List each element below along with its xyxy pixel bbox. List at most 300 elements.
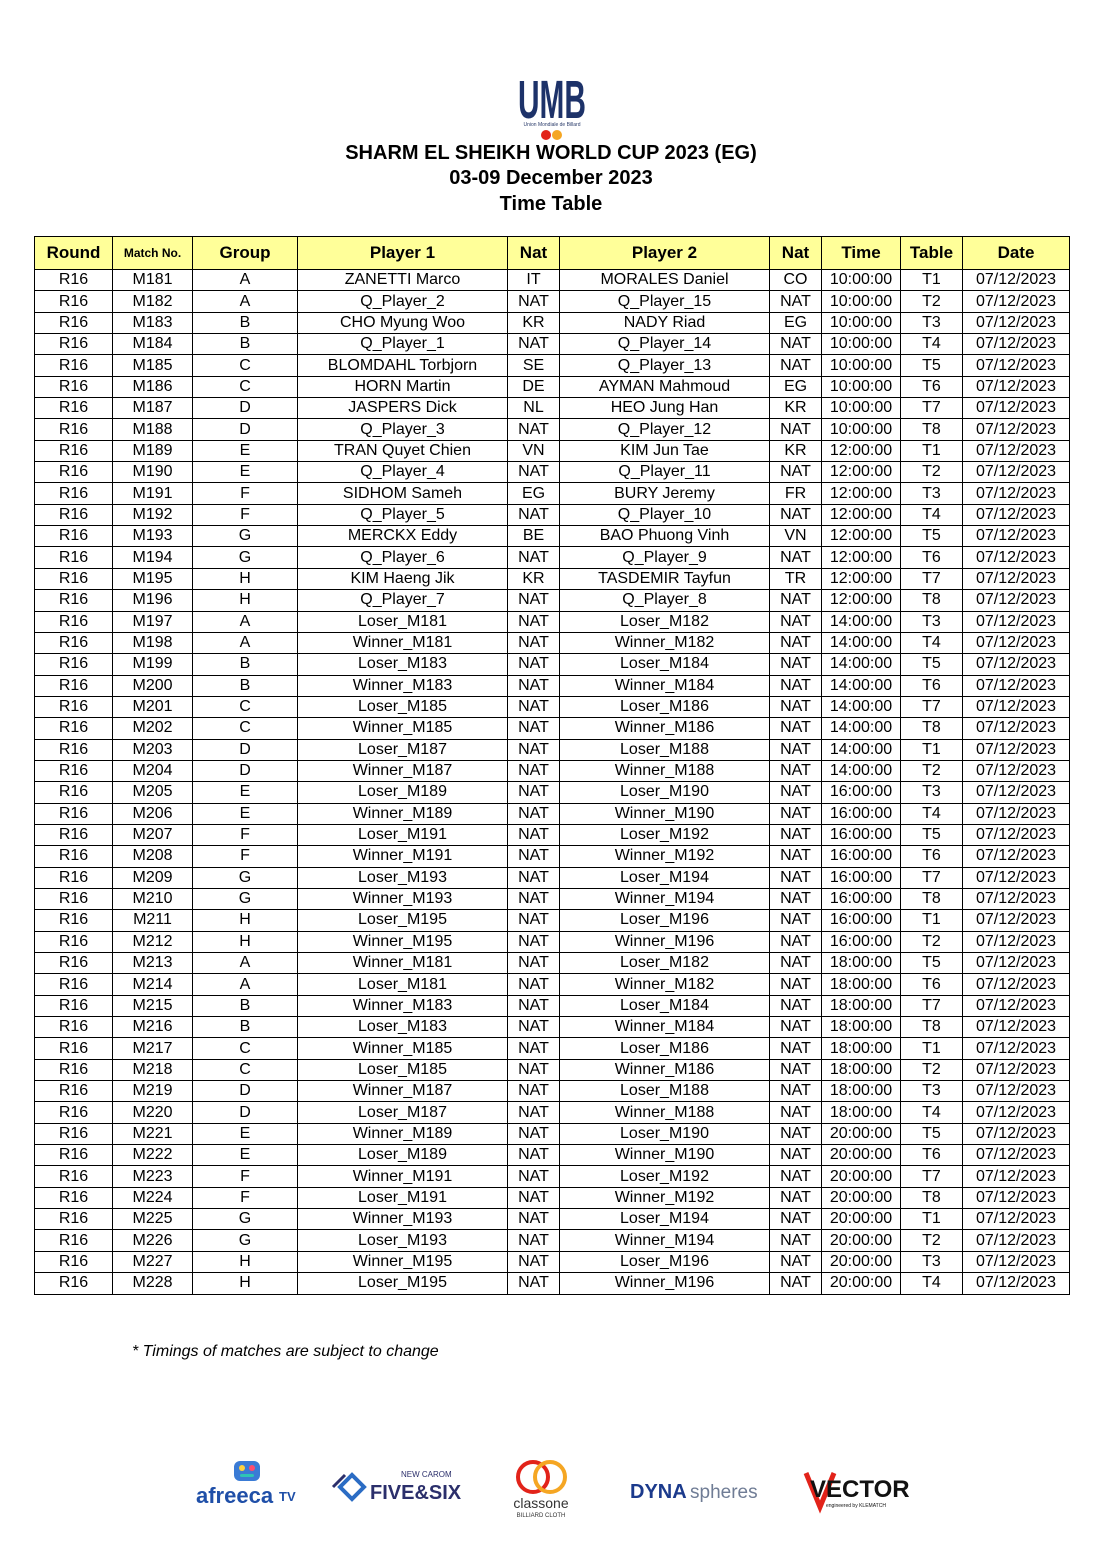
cell-player-2: Q_Player_15 xyxy=(560,291,770,312)
afreecatv-logo xyxy=(196,1461,296,1508)
cell-nat-1: NAT xyxy=(508,1166,560,1187)
cell-nat-1: NAT xyxy=(508,910,560,931)
cell-match-no: M208 xyxy=(113,846,193,867)
timetable xyxy=(34,236,1070,1295)
cell-date: 07/12/2023 xyxy=(963,291,1070,312)
header-time: Time xyxy=(822,237,901,270)
cell-player-2: Loser_M182 xyxy=(560,953,770,974)
cell-match-no: M216 xyxy=(113,1017,193,1038)
cell-time: 10:00:00 xyxy=(822,334,901,355)
cell-nat-2: NAT xyxy=(770,910,822,931)
cell-table: T3 xyxy=(901,611,963,632)
cell-time: 18:00:00 xyxy=(822,995,901,1016)
cell-group: F xyxy=(193,504,298,525)
table-row xyxy=(35,760,1070,781)
cell-round: R16 xyxy=(35,1273,113,1294)
cell-group: C xyxy=(193,1059,298,1080)
cell-date: 07/12/2023 xyxy=(963,1187,1070,1208)
cell-player-2: Winner_M194 xyxy=(560,1230,770,1251)
cell-player-2: MORALES Daniel xyxy=(560,270,770,291)
cell-group: E xyxy=(193,782,298,803)
cell-table: T7 xyxy=(901,995,963,1016)
cell-player-1: Loser_M193 xyxy=(298,1230,508,1251)
cell-nat-2: NAT xyxy=(770,718,822,739)
cell-match-no: M205 xyxy=(113,782,193,803)
umb-logo-icon xyxy=(517,68,587,122)
cell-group: H xyxy=(193,1273,298,1294)
cell-time: 20:00:00 xyxy=(822,1166,901,1187)
cell-group: C xyxy=(193,376,298,397)
cell-player-1: Loser_M191 xyxy=(298,1187,508,1208)
cell-nat-1: NAT xyxy=(508,1059,560,1080)
table-row xyxy=(35,632,1070,653)
cell-match-no: M198 xyxy=(113,632,193,653)
cell-nat-1: NAT xyxy=(508,504,560,525)
cell-nat-2: NAT xyxy=(770,1081,822,1102)
table-row xyxy=(35,739,1070,760)
table-row xyxy=(35,270,1070,291)
cell-match-no: M199 xyxy=(113,654,193,675)
timing-note: * Timings of matches are subject to change xyxy=(132,1343,439,1360)
cell-date: 07/12/2023 xyxy=(963,696,1070,717)
cell-group: A xyxy=(193,632,298,653)
cell-round: R16 xyxy=(35,270,113,291)
cell-time: 10:00:00 xyxy=(822,291,901,312)
table-row xyxy=(35,1059,1070,1080)
cell-player-1: Winner_M181 xyxy=(298,632,508,653)
cell-time: 20:00:00 xyxy=(822,1145,901,1166)
cell-match-no: M210 xyxy=(113,888,193,909)
cell-round: R16 xyxy=(35,1145,113,1166)
cell-time: 18:00:00 xyxy=(822,1038,901,1059)
cell-time: 12:00:00 xyxy=(822,547,901,568)
table-row xyxy=(35,526,1070,547)
cell-nat-1: KR xyxy=(508,568,560,589)
table-row xyxy=(35,654,1070,675)
cell-time: 14:00:00 xyxy=(822,654,901,675)
cell-nat-1: NAT xyxy=(508,846,560,867)
cell-date: 07/12/2023 xyxy=(963,270,1070,291)
cell-nat-1: BE xyxy=(508,526,560,547)
cell-nat-1: NAT xyxy=(508,291,560,312)
table-row xyxy=(35,846,1070,867)
cell-table: T4 xyxy=(901,803,963,824)
cell-player-2: Loser_M194 xyxy=(560,1209,770,1230)
cell-time: 14:00:00 xyxy=(822,739,901,760)
cell-nat-2: NAT xyxy=(770,888,822,909)
table-row xyxy=(35,398,1070,419)
cell-table: T1 xyxy=(901,1038,963,1059)
cell-time: 16:00:00 xyxy=(822,846,901,867)
cell-date: 07/12/2023 xyxy=(963,504,1070,525)
cell-player-1: Winner_M191 xyxy=(298,1166,508,1187)
cell-table: T8 xyxy=(901,718,963,739)
cell-round: R16 xyxy=(35,995,113,1016)
cell-time: 18:00:00 xyxy=(822,1017,901,1038)
cell-match-no: M224 xyxy=(113,1187,193,1208)
cell-time: 12:00:00 xyxy=(822,526,901,547)
cell-player-1: Winner_M183 xyxy=(298,995,508,1016)
cell-group: E xyxy=(193,1145,298,1166)
cell-group: G xyxy=(193,888,298,909)
cell-table: T8 xyxy=(901,888,963,909)
cell-table: T1 xyxy=(901,440,963,461)
cell-player-2: Q_Player_13 xyxy=(560,355,770,376)
cell-player-2: Loser_M194 xyxy=(560,867,770,888)
cell-player-2: Winner_M190 xyxy=(560,803,770,824)
cell-match-no: M202 xyxy=(113,718,193,739)
cell-player-1: Loser_M195 xyxy=(298,1273,508,1294)
cell-match-no: M213 xyxy=(113,953,193,974)
cell-player-1: Q_Player_4 xyxy=(298,462,508,483)
table-row xyxy=(35,953,1070,974)
cell-table: T4 xyxy=(901,1273,963,1294)
table-row xyxy=(35,803,1070,824)
cell-nat-2: NAT xyxy=(770,1059,822,1080)
cell-nat-1: NAT xyxy=(508,824,560,845)
cell-table: T2 xyxy=(901,1059,963,1080)
cell-player-2: Loser_M186 xyxy=(560,696,770,717)
cell-match-no: M214 xyxy=(113,974,193,995)
cell-nat-2: NAT xyxy=(770,355,822,376)
cell-nat-2: NAT xyxy=(770,1230,822,1251)
cell-group: F xyxy=(193,483,298,504)
dynaspheres-logo xyxy=(630,1481,758,1503)
cell-date: 07/12/2023 xyxy=(963,419,1070,440)
cell-group: H xyxy=(193,910,298,931)
cell-player-2: Q_Player_11 xyxy=(560,462,770,483)
cell-round: R16 xyxy=(35,590,113,611)
cell-time: 20:00:00 xyxy=(822,1251,901,1272)
cell-nat-1: NAT xyxy=(508,1251,560,1272)
cell-time: 10:00:00 xyxy=(822,270,901,291)
cell-player-1: MERCKX Eddy xyxy=(298,526,508,547)
cell-match-no: M219 xyxy=(113,1081,193,1102)
cell-table: T8 xyxy=(901,1017,963,1038)
event-dates: 03-09 December 2023 xyxy=(449,167,653,189)
cell-round: R16 xyxy=(35,547,113,568)
cell-nat-2: CO xyxy=(770,270,822,291)
cell-date: 07/12/2023 xyxy=(963,1251,1070,1272)
cell-player-2: Winner_M190 xyxy=(560,1145,770,1166)
cell-player-1: Loser_M185 xyxy=(298,1059,508,1080)
cell-round: R16 xyxy=(35,291,113,312)
cell-nat-2: NAT xyxy=(770,824,822,845)
cell-match-no: M221 xyxy=(113,1123,193,1144)
cell-table: T1 xyxy=(901,739,963,760)
table-row xyxy=(35,718,1070,739)
cell-round: R16 xyxy=(35,1123,113,1144)
cell-table: T4 xyxy=(901,1102,963,1123)
table-row xyxy=(35,355,1070,376)
cell-group: D xyxy=(193,419,298,440)
cell-player-1: Winner_M185 xyxy=(298,1038,508,1059)
cell-player-2: KIM Jun Tae xyxy=(560,440,770,461)
cell-nat-2: NAT xyxy=(770,1187,822,1208)
cell-table: T5 xyxy=(901,355,963,376)
cell-table: T7 xyxy=(901,1166,963,1187)
cell-player-2: BURY Jeremy xyxy=(560,483,770,504)
cell-time: 14:00:00 xyxy=(822,760,901,781)
cell-player-2: Winner_M182 xyxy=(560,974,770,995)
umb-logo-text: UMB xyxy=(518,70,586,122)
cell-time: 14:00:00 xyxy=(822,632,901,653)
cell-round: R16 xyxy=(35,462,113,483)
cell-player-1: Q_Player_6 xyxy=(298,547,508,568)
cell-round: R16 xyxy=(35,1017,113,1038)
cell-player-1: Winner_M187 xyxy=(298,760,508,781)
cell-round: R16 xyxy=(35,760,113,781)
cell-date: 07/12/2023 xyxy=(963,846,1070,867)
cell-group: B xyxy=(193,995,298,1016)
cell-table: T1 xyxy=(901,270,963,291)
cell-date: 07/12/2023 xyxy=(963,355,1070,376)
cell-player-2: Loser_M188 xyxy=(560,1081,770,1102)
cell-match-no: M227 xyxy=(113,1251,193,1272)
cell-table: T7 xyxy=(901,696,963,717)
table-row xyxy=(35,675,1070,696)
cell-player-1: ZANETTI Marco xyxy=(298,270,508,291)
cell-table: T4 xyxy=(901,334,963,355)
cell-match-no: M186 xyxy=(113,376,193,397)
cell-round: R16 xyxy=(35,440,113,461)
header-nat-2: Nat xyxy=(770,237,822,270)
cell-group: G xyxy=(193,1230,298,1251)
cell-nat-1: NAT xyxy=(508,1038,560,1059)
cell-group: A xyxy=(193,270,298,291)
table-row xyxy=(35,1273,1070,1294)
cell-match-no: M196 xyxy=(113,590,193,611)
cell-nat-2: NAT xyxy=(770,1273,822,1294)
cell-round: R16 xyxy=(35,398,113,419)
cell-player-2: Loser_M192 xyxy=(560,1166,770,1187)
cell-player-1: Winner_M195 xyxy=(298,931,508,952)
cell-time: 12:00:00 xyxy=(822,462,901,483)
cell-player-2: Winner_M196 xyxy=(560,931,770,952)
cell-time: 20:00:00 xyxy=(822,1123,901,1144)
cell-date: 07/12/2023 xyxy=(963,824,1070,845)
classone-logo-text: classone xyxy=(513,1495,569,1511)
cell-player-2: Q_Player_12 xyxy=(560,419,770,440)
dynaspheres-logo-text: DYNA xyxy=(630,1481,687,1503)
table-row xyxy=(35,611,1070,632)
cell-nat-1: NAT xyxy=(508,931,560,952)
cell-date: 07/12/2023 xyxy=(963,675,1070,696)
fiveandsix-logo xyxy=(333,1470,462,1504)
cell-date: 07/12/2023 xyxy=(963,1081,1070,1102)
table-row xyxy=(35,995,1070,1016)
cell-time: 20:00:00 xyxy=(822,1187,901,1208)
cell-nat-2: NAT xyxy=(770,654,822,675)
cell-table: T3 xyxy=(901,312,963,333)
cell-player-1: SIDHOM Sameh xyxy=(298,483,508,504)
cell-player-1: BLOMDAHL Torbjorn xyxy=(298,355,508,376)
cell-player-1: Q_Player_2 xyxy=(298,291,508,312)
cell-nat-1: NAT xyxy=(508,760,560,781)
vector-logo-small: engineered by KLEMATCH xyxy=(826,1503,886,1509)
cell-match-no: M215 xyxy=(113,995,193,1016)
cell-nat-1: SE xyxy=(508,355,560,376)
cell-time: 14:00:00 xyxy=(822,718,901,739)
cell-player-2: Winner_M186 xyxy=(560,718,770,739)
cell-player-2: Loser_M184 xyxy=(560,995,770,1016)
table-row xyxy=(35,1209,1070,1230)
cell-table: T8 xyxy=(901,419,963,440)
table-row xyxy=(35,440,1070,461)
cell-player-2: BAO Phuong Vinh xyxy=(560,526,770,547)
cell-player-1: Winner_M193 xyxy=(298,1209,508,1230)
cell-nat-1: DE xyxy=(508,376,560,397)
cell-time: 12:00:00 xyxy=(822,568,901,589)
table-row xyxy=(35,888,1070,909)
cell-date: 07/12/2023 xyxy=(963,995,1070,1016)
cell-player-1: KIM Haeng Jik xyxy=(298,568,508,589)
cell-nat-1: NAT xyxy=(508,1102,560,1123)
table-row xyxy=(35,504,1070,525)
cell-table: T2 xyxy=(901,931,963,952)
cell-match-no: M209 xyxy=(113,867,193,888)
cell-nat-2: TR xyxy=(770,568,822,589)
cell-player-2: Loser_M186 xyxy=(560,1038,770,1059)
cell-round: R16 xyxy=(35,1187,113,1208)
cell-match-no: M206 xyxy=(113,803,193,824)
cell-table: T6 xyxy=(901,547,963,568)
cell-date: 07/12/2023 xyxy=(963,1209,1070,1230)
cell-nat-1: KR xyxy=(508,312,560,333)
cell-nat-1: NAT xyxy=(508,590,560,611)
cell-nat-2: NAT xyxy=(770,334,822,355)
cell-nat-1: NAT xyxy=(508,1187,560,1208)
cell-date: 07/12/2023 xyxy=(963,1123,1070,1144)
cell-date: 07/12/2023 xyxy=(963,483,1070,504)
cell-player-1: Q_Player_1 xyxy=(298,334,508,355)
cell-player-1: Q_Player_5 xyxy=(298,504,508,525)
cell-nat-1: NAT xyxy=(508,1209,560,1230)
cell-date: 07/12/2023 xyxy=(963,1038,1070,1059)
cell-player-1: TRAN Quyet Chien xyxy=(298,440,508,461)
cell-nat-2: NAT xyxy=(770,1017,822,1038)
cell-date: 07/12/2023 xyxy=(963,953,1070,974)
cell-nat-1: NAT xyxy=(508,803,560,824)
cell-match-no: M225 xyxy=(113,1209,193,1230)
cell-table: T2 xyxy=(901,291,963,312)
cell-nat-2: EG xyxy=(770,376,822,397)
cell-time: 10:00:00 xyxy=(822,376,901,397)
afreecatv-logo-text: afreeca xyxy=(196,1483,274,1508)
cell-match-no: M197 xyxy=(113,611,193,632)
cell-nat-2: NAT xyxy=(770,760,822,781)
cell-round: R16 xyxy=(35,867,113,888)
cell-player-2: Winner_M186 xyxy=(560,1059,770,1080)
cell-player-2: Loser_M190 xyxy=(560,1123,770,1144)
cell-group: C xyxy=(193,718,298,739)
table-row xyxy=(35,462,1070,483)
cell-group: C xyxy=(193,696,298,717)
table-row xyxy=(35,1166,1070,1187)
cell-nat-1: NAT xyxy=(508,974,560,995)
cell-round: R16 xyxy=(35,888,113,909)
cell-nat-1: NAT xyxy=(508,696,560,717)
cell-time: 16:00:00 xyxy=(822,803,901,824)
cell-time: 12:00:00 xyxy=(822,440,901,461)
cell-nat-2: NAT xyxy=(770,696,822,717)
cell-nat-2: KR xyxy=(770,440,822,461)
cell-match-no: M204 xyxy=(113,760,193,781)
dynaspheres-logo-suffix: spheres xyxy=(690,1482,758,1503)
cell-time: 16:00:00 xyxy=(822,910,901,931)
cell-table: T7 xyxy=(901,398,963,419)
table-row xyxy=(35,547,1070,568)
cell-group: A xyxy=(193,611,298,632)
table-row xyxy=(35,1230,1070,1251)
cell-round: R16 xyxy=(35,1059,113,1080)
cell-nat-2: NAT xyxy=(770,590,822,611)
cell-player-2: Winner_M192 xyxy=(560,1187,770,1208)
cell-date: 07/12/2023 xyxy=(963,974,1070,995)
cell-nat-2: NAT xyxy=(770,1251,822,1272)
cell-nat-2: NAT xyxy=(770,1145,822,1166)
cell-player-1: JASPERS Dick xyxy=(298,398,508,419)
cell-match-no: M223 xyxy=(113,1166,193,1187)
cell-player-2: Loser_M182 xyxy=(560,611,770,632)
cell-table: T6 xyxy=(901,974,963,995)
cell-player-1: Winner_M189 xyxy=(298,1123,508,1144)
cell-group: E xyxy=(193,440,298,461)
sponsor-logos xyxy=(190,1455,920,1525)
cell-nat-1: NAT xyxy=(508,462,560,483)
cell-date: 07/12/2023 xyxy=(963,888,1070,909)
cell-player-1: CHO Myung Woo xyxy=(298,312,508,333)
cell-player-2: Loser_M192 xyxy=(560,824,770,845)
cell-player-1: Loser_M193 xyxy=(298,867,508,888)
cell-round: R16 xyxy=(35,782,113,803)
cell-match-no: M228 xyxy=(113,1273,193,1294)
table-row xyxy=(35,910,1070,931)
cell-nat-2: NAT xyxy=(770,846,822,867)
cell-round: R16 xyxy=(35,718,113,739)
cell-round: R16 xyxy=(35,931,113,952)
cell-time: 10:00:00 xyxy=(822,419,901,440)
cell-round: R16 xyxy=(35,696,113,717)
table-body xyxy=(35,270,1070,1295)
cell-group: F xyxy=(193,846,298,867)
cell-round: R16 xyxy=(35,974,113,995)
cell-nat-1: NAT xyxy=(508,611,560,632)
cell-nat-2: NAT xyxy=(770,504,822,525)
cell-time: 18:00:00 xyxy=(822,1081,901,1102)
cell-round: R16 xyxy=(35,611,113,632)
cell-date: 07/12/2023 xyxy=(963,910,1070,931)
cell-match-no: M187 xyxy=(113,398,193,419)
cell-player-2: Loser_M196 xyxy=(560,910,770,931)
cell-nat-1: NAT xyxy=(508,782,560,803)
cell-nat-1: EG xyxy=(508,483,560,504)
cell-nat-2: NAT xyxy=(770,803,822,824)
cell-nat-1: NAT xyxy=(508,953,560,974)
cell-player-1: Q_Player_3 xyxy=(298,419,508,440)
cell-date: 07/12/2023 xyxy=(963,462,1070,483)
cell-time: 20:00:00 xyxy=(822,1273,901,1294)
cell-time: 10:00:00 xyxy=(822,398,901,419)
cell-table: T6 xyxy=(901,675,963,696)
cell-table: T3 xyxy=(901,1081,963,1102)
cell-player-1: Loser_M191 xyxy=(298,824,508,845)
cell-player-2: Winner_M194 xyxy=(560,888,770,909)
cell-group: H xyxy=(193,931,298,952)
cell-round: R16 xyxy=(35,632,113,653)
cell-player-1: Loser_M195 xyxy=(298,910,508,931)
cell-match-no: M191 xyxy=(113,483,193,504)
